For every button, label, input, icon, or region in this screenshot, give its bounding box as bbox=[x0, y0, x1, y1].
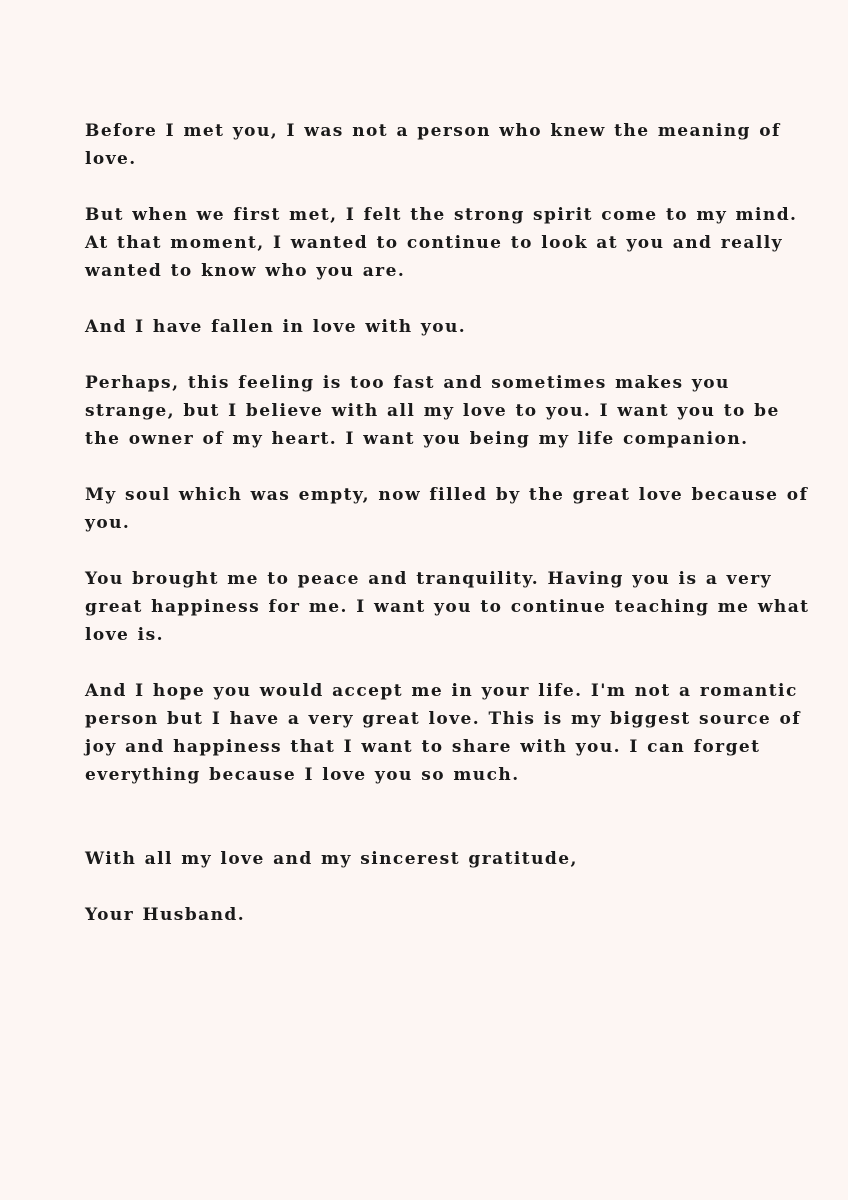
letter-paragraph-5: My soul which was empty, now filled by the great love because of you. bbox=[85, 485, 809, 533]
letter-signature: Your Husband. bbox=[85, 905, 246, 925]
letter-paragraph-6: You brought me to peace and tranquility. Having you is a very great happiness for me. I want you to continue teaching me what love is. bbox=[85, 569, 810, 645]
letter-paragraph-2: But when we first met, I felt the strong spirit come to my mind. At that moment, I wanted to continue to look at you and really wanted to know who you are. bbox=[85, 205, 798, 281]
letter-paragraph-7: And I hope you would accept me in your life. I'm not a romantic person but I have a very great love. This is my biggest source of joy and happiness that I want to share with you. I can forget everything because I love you so much. bbox=[85, 681, 802, 785]
letter-closing: With all my love and my sincerest gratitude, bbox=[85, 849, 578, 869]
letter-paragraph-1: Before I met you, I was not a person who knew the meaning of love. bbox=[85, 121, 781, 169]
letter-body bbox=[85, 117, 815, 957]
letter-paragraph-3: And I have fallen in love with you. bbox=[85, 317, 467, 337]
letter-paragraph-4: Perhaps, this feeling is too fast and sometimes makes you strange, but I believe with all my love to you. I want you to be the owner of my heart. I want you being my life companion. bbox=[85, 373, 780, 449]
